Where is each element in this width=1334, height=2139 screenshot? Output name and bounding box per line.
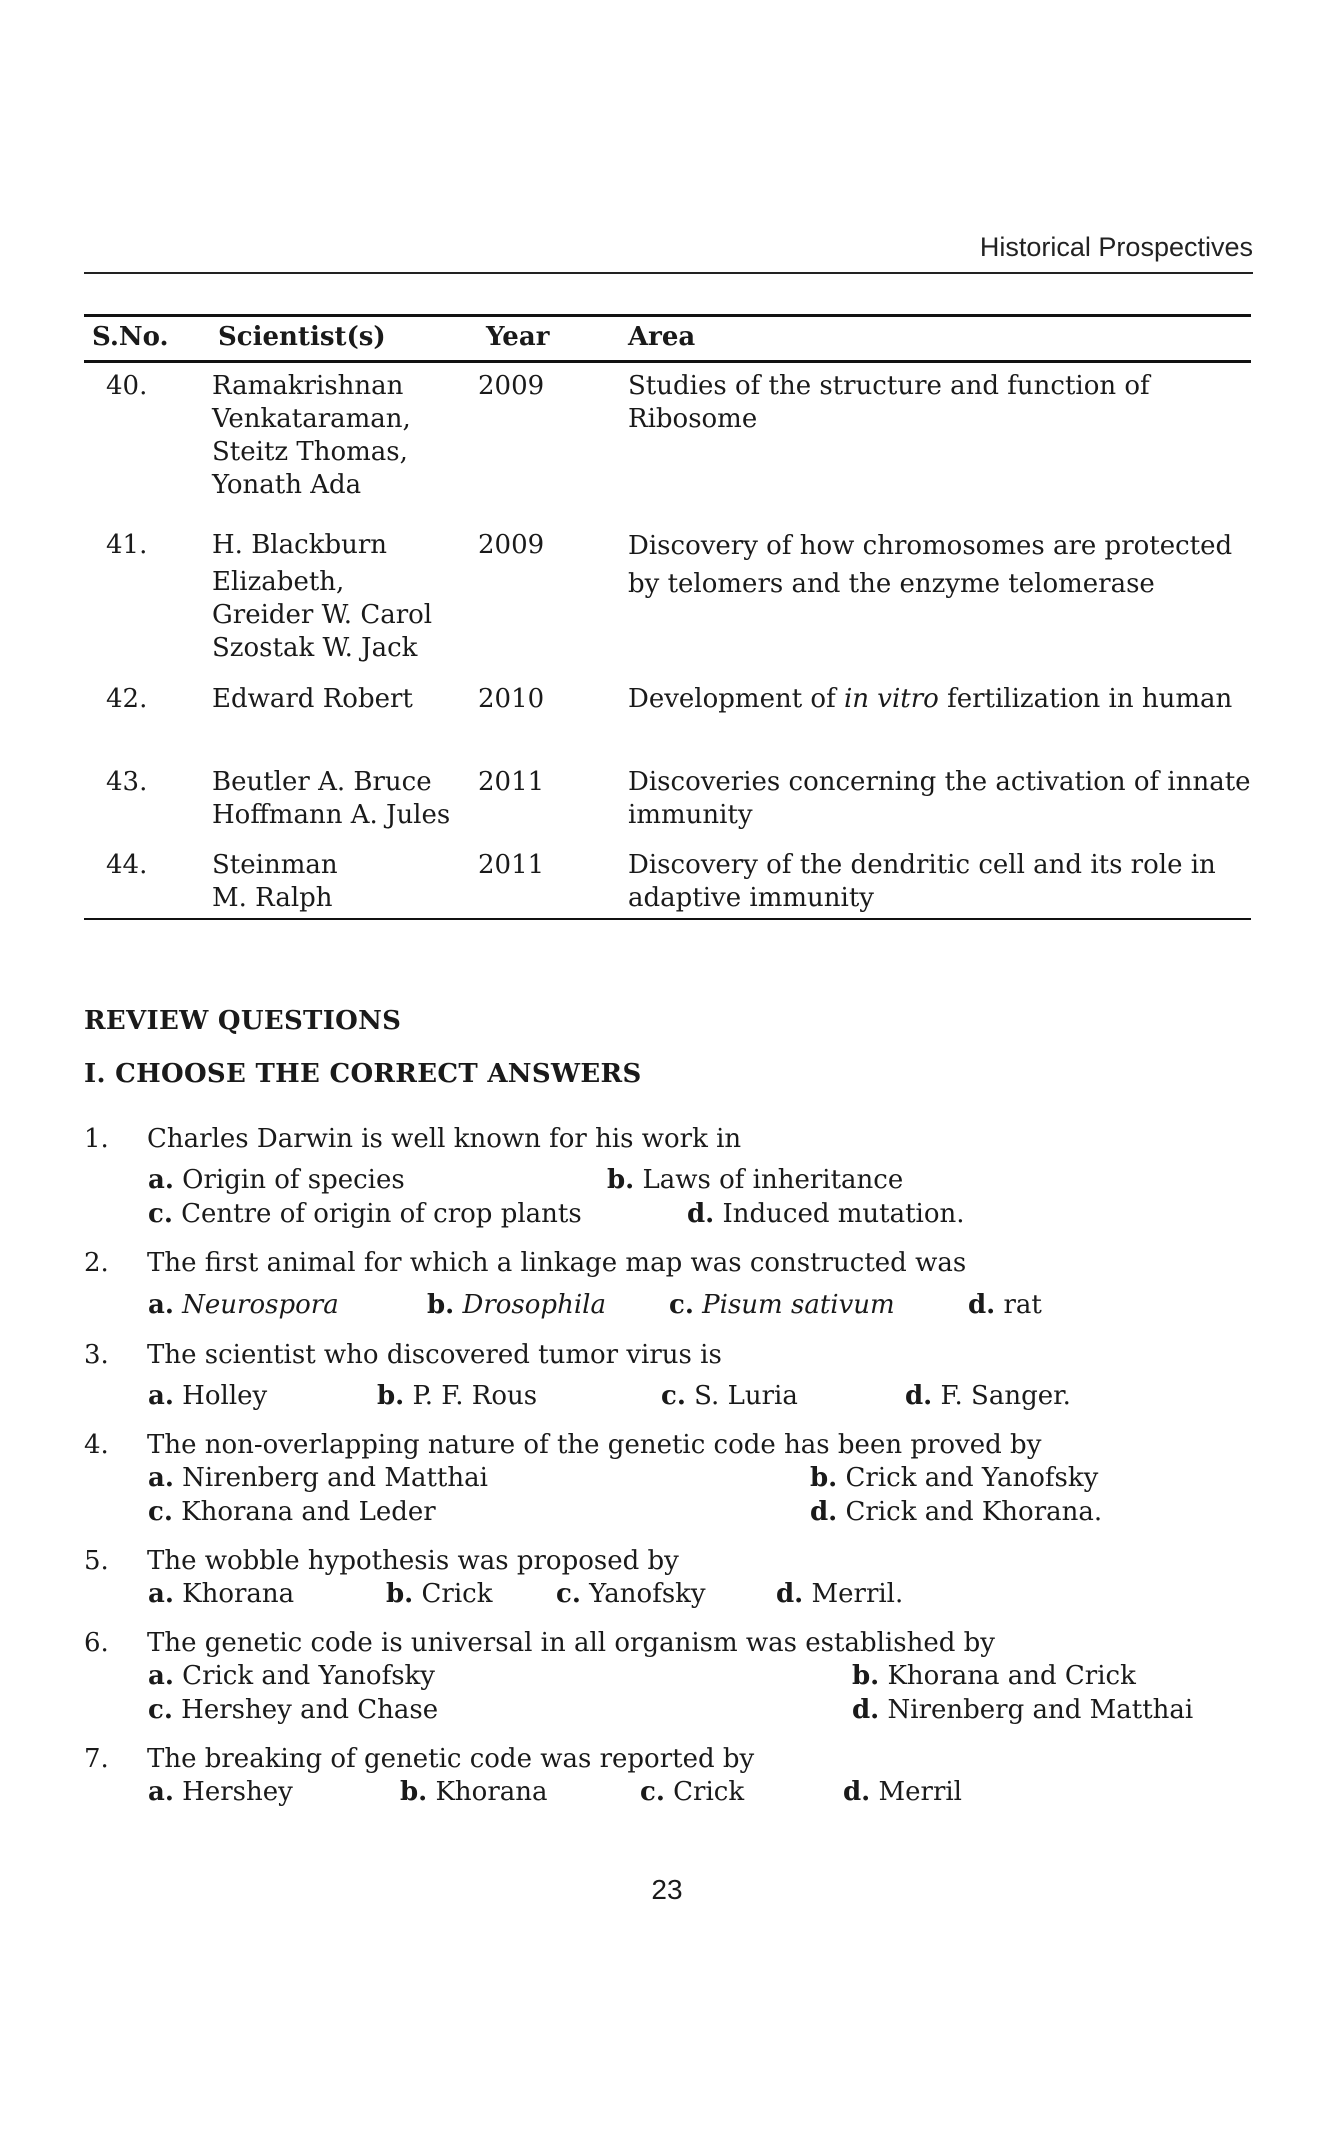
scientist-name: Steitz Thomas, [212, 437, 408, 467]
option-text: Crick [673, 1777, 745, 1807]
row-area [628, 683, 1258, 716]
section-heading: REVIEW QUESTIONS [84, 1006, 402, 1036]
answer-option [968, 1290, 1042, 1320]
option-key: a. [148, 1463, 174, 1493]
option-key: c. [556, 1579, 581, 1609]
header-rule [84, 272, 1253, 274]
option-text: Crick and Yanofsky [182, 1661, 435, 1691]
option-text: Merril [878, 1777, 962, 1807]
option-text: F. Sanger. [940, 1381, 1071, 1411]
row-scientists [212, 683, 472, 716]
question-stem: The wobble hypothesis was proposed by [147, 1546, 679, 1576]
option-key: b. [386, 1579, 414, 1609]
question-stem: The first animal for which a linkage map was constructed was [147, 1248, 967, 1278]
option-key: d. [843, 1777, 871, 1807]
scientist-name: Greider W. Carol [212, 600, 433, 630]
answer-option [661, 1381, 798, 1411]
table-header [84, 322, 1251, 358]
section-subheading: I. CHOOSE THE CORRECT ANSWERS [84, 1059, 642, 1089]
option-key: a. [148, 1290, 174, 1320]
option-text: Origin of species [182, 1165, 405, 1195]
answer-option [556, 1579, 706, 1609]
option-text: Khorana and Crick [887, 1661, 1136, 1691]
question-stem: The breaking of genetic code was reported by [147, 1744, 755, 1774]
answer-option [810, 1497, 1102, 1527]
table-top-rule [84, 314, 1251, 317]
option-text: Hershey and Chase [181, 1695, 439, 1725]
answer-option [148, 1695, 438, 1725]
answer-option [852, 1661, 1136, 1691]
answer-option [377, 1381, 537, 1411]
scientist-name: Beutler A. Bruce [212, 767, 432, 797]
option-key: c. [148, 1497, 173, 1527]
option-key: c. [640, 1777, 665, 1807]
scientist-name: Venkataraman, [212, 404, 411, 434]
option-key: b. [427, 1290, 455, 1320]
option-text: Neurospora [182, 1290, 339, 1320]
answer-option [400, 1777, 548, 1807]
answer-option [640, 1777, 744, 1807]
option-key: d. [968, 1290, 996, 1320]
option-text: S. Luria [694, 1381, 798, 1411]
option-text: Nirenberg and Matthai [887, 1695, 1194, 1725]
row-year: 2011 [478, 850, 545, 880]
page-number: 23 [651, 1874, 683, 1905]
row-scientists [212, 849, 472, 915]
scientist-name: Edward Robert [212, 684, 413, 714]
scientist-name: H. Blackburn [212, 530, 388, 560]
option-key: b. [607, 1165, 635, 1195]
col-header-sno: S.No. [92, 322, 169, 352]
answer-option [148, 1497, 436, 1527]
table-header-rule [84, 360, 1251, 363]
col-header-area: Area [628, 322, 696, 352]
row-scientists [212, 529, 472, 665]
row-year: 2009 [478, 371, 545, 401]
answer-option [148, 1381, 267, 1411]
option-text: Pisum sativum [702, 1290, 895, 1320]
answer-option [607, 1165, 903, 1195]
col-header-scientists: Scientist(s) [218, 322, 386, 352]
option-text: Crick [421, 1579, 493, 1609]
option-key: c. [148, 1695, 173, 1725]
option-text: Yanofsky [589, 1579, 706, 1609]
option-text: Centre of origin of crop plants [181, 1199, 582, 1229]
question-number: 1. [84, 1124, 109, 1154]
answer-option [776, 1579, 903, 1609]
question-number: 2. [84, 1248, 109, 1278]
row-year: 2010 [478, 684, 545, 714]
scientist-name: M. Ralph [212, 883, 333, 913]
option-text: Crick and Yanofsky [845, 1463, 1099, 1493]
answer-option [386, 1579, 492, 1609]
answer-option [852, 1695, 1193, 1725]
question-number: 6. [84, 1628, 109, 1658]
answer-option [669, 1290, 895, 1320]
row-sno: 40. [106, 371, 148, 401]
option-text: Khorana and Leder [181, 1497, 436, 1527]
option-key: c. [148, 1199, 173, 1229]
option-text: Khorana [182, 1579, 295, 1609]
question-number: 4. [84, 1430, 109, 1460]
option-key: d. [852, 1695, 880, 1725]
answer-option [148, 1290, 339, 1320]
row-sno: 42. [106, 684, 148, 714]
answer-option [687, 1199, 965, 1229]
row-scientists [212, 766, 472, 832]
question-stem: The non-overlapping nature of the genetic code has been proved by [147, 1430, 1042, 1460]
row-scientists [212, 370, 472, 502]
scientist-name: Steinman [212, 850, 338, 880]
option-key: b. [400, 1777, 428, 1807]
answer-option [148, 1579, 294, 1609]
answer-option [905, 1381, 1071, 1411]
row-year: 2009 [478, 530, 545, 560]
scientist-name: Elizabeth, [212, 567, 345, 597]
question-stem: Charles Darwin is well known for his work in [147, 1124, 742, 1154]
question-number: 5. [84, 1546, 109, 1576]
answer-option [148, 1661, 435, 1691]
option-text: rat [1003, 1290, 1042, 1320]
option-key: b. [852, 1661, 880, 1691]
option-text: Induced mutation. [722, 1199, 965, 1229]
area-text: fertilization in human [938, 684, 1233, 714]
scientist-name: Szostak W. Jack [212, 633, 418, 663]
row-area: Discovery of how chromosomes are protected by telomers and the enzyme telomerase [628, 531, 1233, 599]
answer-option [148, 1165, 405, 1195]
row-sno: 44. [106, 850, 148, 880]
option-key: d. [905, 1381, 933, 1411]
area-italic-term: in vitro [843, 684, 939, 714]
row-area: Discoveries concerning the activation of innate immunity [628, 767, 1251, 830]
question-stem: The genetic code is universal in all organism was established by [147, 1628, 995, 1658]
answer-option [148, 1199, 582, 1229]
row-area: Discovery of the dendritic cell and its role in adaptive immunity [628, 850, 1216, 913]
option-text: Crick and Khorana. [845, 1497, 1103, 1527]
option-key: d. [776, 1579, 804, 1609]
question-stem: The scientist who discovered tumor virus is [147, 1340, 722, 1370]
answer-option [427, 1290, 606, 1320]
answer-option [843, 1777, 962, 1807]
row-area: Studies of the structure and function of Ribosome [628, 371, 1150, 434]
question-number: 3. [84, 1340, 109, 1370]
option-key: a. [148, 1165, 174, 1195]
question-number: 7. [84, 1744, 109, 1774]
option-key: a. [148, 1661, 174, 1691]
option-key: a. [148, 1777, 174, 1807]
option-text: Hershey [182, 1777, 293, 1807]
scientist-name: Hoffmann A. Jules [212, 800, 451, 830]
option-key: b. [810, 1463, 838, 1493]
area-text: Development of [628, 684, 844, 714]
answer-option [148, 1777, 293, 1807]
row-sno: 41. [106, 530, 148, 560]
option-key: d. [687, 1199, 715, 1229]
option-key: c. [669, 1290, 694, 1320]
col-header-year: Year [486, 322, 550, 352]
option-text: Merril. [811, 1579, 904, 1609]
table-bottom-rule [84, 918, 1251, 920]
answer-option [148, 1463, 488, 1493]
option-key: b. [377, 1381, 405, 1411]
option-text: Holley [182, 1381, 268, 1411]
scientist-name: Ramakrishnan [212, 371, 404, 401]
row-year: 2011 [478, 767, 545, 797]
option-key: c. [661, 1381, 686, 1411]
option-text: P. F. Rous [412, 1381, 538, 1411]
option-text: Laws of inheritance [642, 1165, 904, 1195]
running-head: Historical Prospectives [979, 232, 1253, 262]
option-text: Drosophila [462, 1290, 606, 1320]
answer-option [810, 1463, 1098, 1493]
scientist-name: Yonath Ada [212, 470, 362, 500]
option-key: d. [810, 1497, 838, 1527]
option-text: Nirenberg and Matthai [182, 1463, 488, 1493]
row-sno: 43. [106, 767, 148, 797]
option-text: Khorana [435, 1777, 548, 1807]
option-key: a. [148, 1579, 174, 1609]
option-key: a. [148, 1381, 174, 1411]
